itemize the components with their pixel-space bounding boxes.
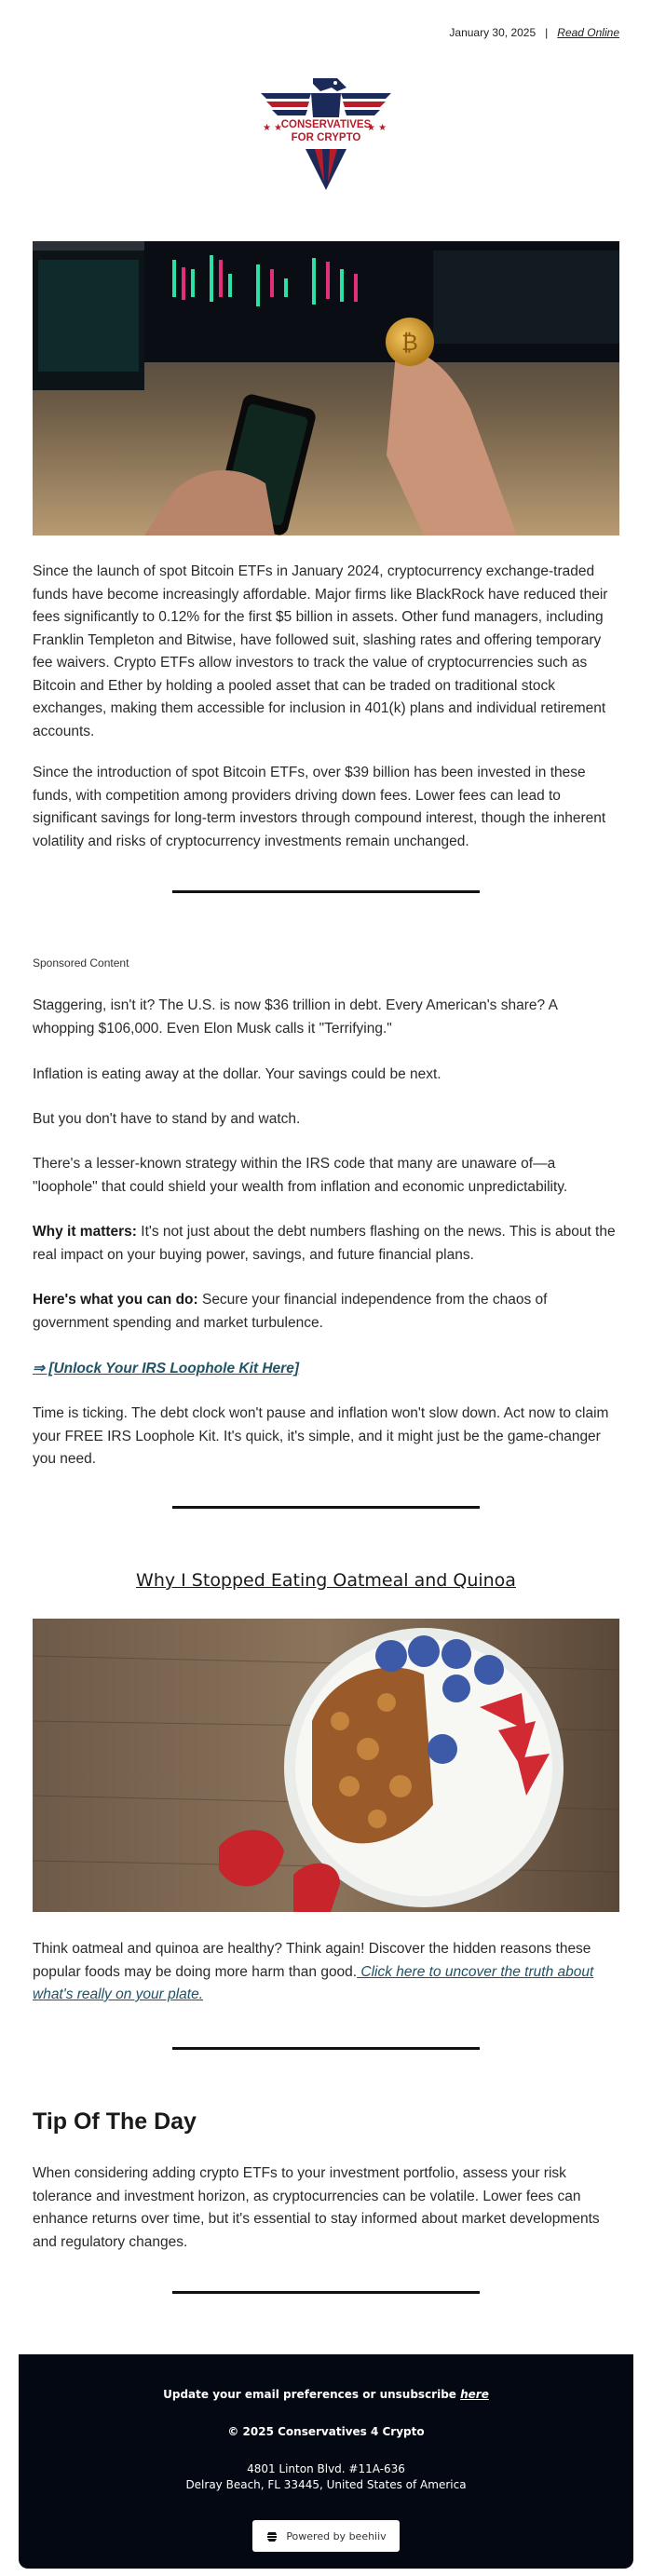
beehiiv-icon xyxy=(265,2529,278,2542)
sponsored-paragraph-5 xyxy=(33,1221,619,1267)
footer-preferences-text: Update your email preferences or unsubscribe xyxy=(163,2388,461,2401)
food-article-title-link[interactable]: Why I Stopped Eating Oatmeal and Quinoa xyxy=(136,1570,516,1591)
read-online-link[interactable]: Read Online xyxy=(557,26,619,39)
footer-address-line-2: Delray Beach, FL 33445, United States of America xyxy=(185,2478,467,2491)
article-paragraph-2: Since the introduction of spot Bitcoin ETFs, over $39 billion has been invested in these funds, with competition among providers driving down fees. Lower fees can lead to significant savings for long-term investors through compound interest, though the inherent volatility and risks of cryptocurrency investments remain unchanged. xyxy=(33,765,606,849)
svg-text:₿: ₿ xyxy=(401,330,418,356)
footer xyxy=(19,2354,633,2569)
granola-bowl-photo xyxy=(33,1619,619,1912)
what-you-can-do-text: Secure your financial independence from the chaos of government spending and market turbulence. xyxy=(33,1292,548,1331)
footer-address-line-1: 4801 Linton Blvd. #11A-636 xyxy=(247,2462,405,2475)
issue-date: January 30, 2025 xyxy=(449,26,537,39)
hero-image[interactable] xyxy=(33,241,619,536)
powered-by-beehiiv-button[interactable] xyxy=(252,2520,400,2552)
footer-preferences xyxy=(19,2388,633,2401)
footer-copyright: © 2025 Conservatives 4 Crypto xyxy=(227,2425,425,2438)
what-you-can-do-label: Here's what you can do: xyxy=(33,1292,198,1308)
tip-paragraph: When considering adding crypto ETFs to your investment portfolio, assess your risk tolerance and investment horizon, as cryptocurrencies can be volatile. Lower fees can enhance returns over time, but it's essential to stay informed about market developments and regulatory changes. xyxy=(33,2165,600,2250)
logo-line-2: FOR CRYPTO xyxy=(291,132,361,143)
sponsored-paragraph-2: Inflation is eating away at the dollar. Your savings could be next. xyxy=(33,1066,441,1082)
sponsored-paragraph-6 xyxy=(33,1289,619,1335)
logo-line-1: CONSERVATIVES xyxy=(280,119,372,130)
svg-text:★ ★: ★ ★ xyxy=(367,123,387,133)
header-separator: | xyxy=(545,26,549,39)
trading-screens-photo xyxy=(33,241,619,536)
food-paragraph xyxy=(33,1938,619,2007)
why-it-matters-text: It's not just about the debt numbers flashing on the news. This is about the real impact on your buying power, savings, and future financial plans. xyxy=(33,1224,616,1263)
food-text: Think oatmeal and quinoa are healthy? Think again! Discover the hidden reasons these popular foods may be doing more harm than good. xyxy=(33,1941,591,1980)
section-divider xyxy=(172,1506,480,1509)
powered-by-text: Powered by beehiiv xyxy=(286,2529,387,2542)
sponsored-paragraph-1: Staggering, isn't it? The U.S. is now $36 trillion in debt. Every American's share? A whopping $106,000. Even Elon Musk calls it "Terrifying." xyxy=(33,997,558,1037)
brand-logo[interactable] xyxy=(257,73,395,192)
sponsored-label: Sponsored Content xyxy=(33,956,129,969)
tip-heading: Tip Of The Day xyxy=(33,2108,197,2135)
cta-paragraph xyxy=(33,1358,619,1381)
unsubscribe-link[interactable]: here xyxy=(460,2388,489,2401)
section-divider xyxy=(172,890,480,893)
sponsored-paragraph-4: There's a lesser-known strategy within the IRS code that many are unaware of—a "loophole" that could shield your wealth from inflation and economic unpredictability. xyxy=(33,1156,568,1195)
sponsored-paragraph-7: Time is ticking. The debt clock won't pause and inflation won't slow down. Act now to claim your FREE IRS Loophole Kit. It's quick, it's simple, and it might just be the game-changer you need. xyxy=(33,1405,609,1467)
article-paragraph-1: Since the launch of spot Bitcoin ETFs in January 2024, cryptocurrency exchange-traded funds have become increasingly affordable. Major firms like BlackRock have reduced their fees significantly to 0.12% for the first $5 billion in assets. Other fund managers, including Franklin Templeton and Bitwise, have followed suit, slashing rates and offering temporary fee waivers. Crypto ETFs allow investors to track the value of cryptocurrencies such as Bitcoin and Ether by holding a pooled asset that can be traded on traditional stock exchanges, making them accessible for inclusion in 401(k) plans and individual retirement accounts. xyxy=(33,563,608,739)
header-bar xyxy=(449,26,619,39)
food-image[interactable] xyxy=(33,1619,619,1912)
sponsored-paragraph-3: But you don't have to stand by and watch. xyxy=(33,1111,301,1127)
section-divider xyxy=(172,2047,480,2050)
unlock-kit-link[interactable]: ⇒ [Unlock Your IRS Loophole Kit Here] xyxy=(33,1361,299,1376)
food-truth-link[interactable]: Click here to uncover the truth about what's really on your plate. xyxy=(33,1963,594,2002)
section-divider xyxy=(172,2291,480,2294)
svg-text:★ ★: ★ ★ xyxy=(263,123,283,133)
why-it-matters-label: Why it matters: xyxy=(33,1224,137,1240)
